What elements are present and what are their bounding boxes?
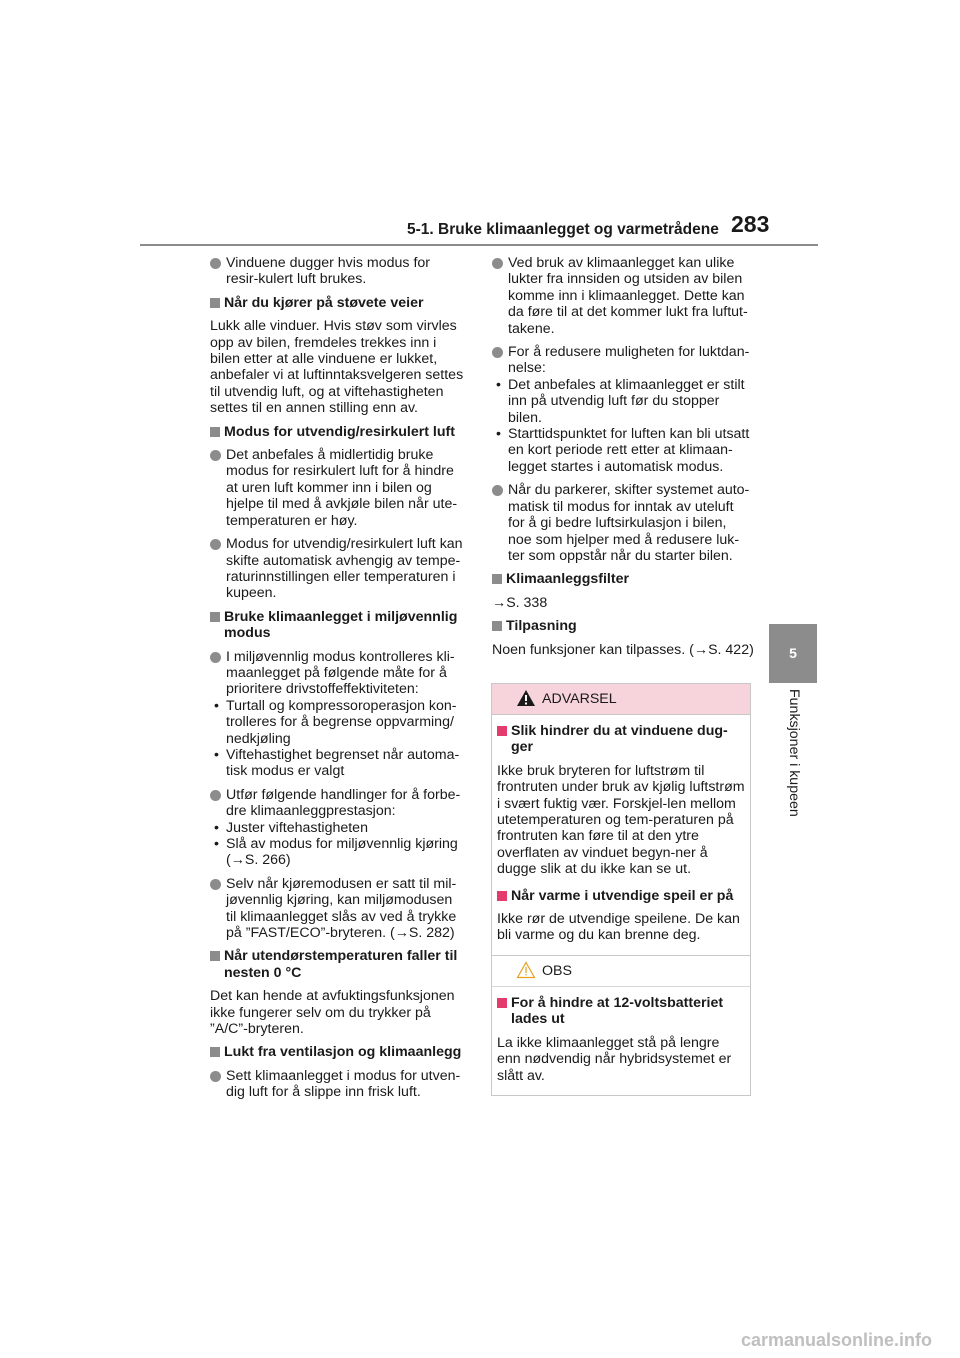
square-marker-icon [492, 574, 502, 584]
bullet-dot-icon [492, 347, 503, 358]
sub-item: • Slå av modus for miljøvennlig kjøring (→S. 266) [214, 836, 458, 869]
warning-body [492, 714, 750, 955]
subheading-text: Når du kjører på støvete veier [224, 294, 424, 311]
notice-header [492, 956, 750, 986]
chapter-label-text: Funksjoner i kupeen [786, 689, 802, 817]
paragraph: La ikke klimaanlegget stå på lengre enn nødvendig når hybridsystemet er slått av. [497, 1034, 732, 1084]
subheading [210, 609, 466, 642]
paragraph: Noen funksjoner kan tilpasses. (→S. 422) [492, 641, 754, 658]
square-marker-icon [497, 998, 507, 1008]
list-item [210, 1068, 466, 1101]
paragraph: Lukk alle vinduer. Hvis støv som virvles opp av bilen, fremdeles trekkes inn i bilen etter at alle vinduene er lukket, anbefaler vi at luftinntaksvelgeren settes til utvendig luft, og at viftehastigheten settes til en annen stilling enn av. [210, 318, 464, 417]
square-marker-icon [210, 427, 220, 437]
bullet-dot-icon [210, 790, 221, 801]
square-marker-icon [497, 726, 507, 736]
subheading-text: Bruke klimaanlegget i miljøvennlig modus [224, 608, 458, 642]
subheading-text: Tilpasning [506, 618, 577, 635]
page-number: 283 [731, 211, 770, 237]
subheading [492, 571, 754, 587]
subheading [497, 723, 746, 756]
subheading [210, 295, 466, 311]
subheading [492, 618, 754, 634]
subheading-text: Når utendørstemperaturen faller til nesten 0 °C [224, 948, 458, 981]
item-text: Modus for utvendig/resirkulert luft kan skifte automatisk avhengig av tempe-raturinnstillingen eller temperaturen i kupeen. [226, 536, 463, 602]
subheading-text: Slik hindrer du at vinduene dug-ger [511, 723, 728, 756]
subheading [210, 1044, 466, 1060]
notice-title: OBS [542, 963, 572, 979]
bullet-dot-icon [210, 652, 221, 663]
watermark-link[interactable]: carmanualsonline.info [740, 1329, 932, 1350]
item-text: Når du parkerer, skifter systemet auto-matisk til modus for inntak av uteluft for å gi bedre luftsirkulasjon i bilen, noe som hjelper med å redusere luk-ter som oppstår når du starter bilen. [508, 482, 750, 564]
warning-box [491, 683, 751, 956]
sub-item: • Juster viftehastigheten [214, 819, 368, 836]
list-item [210, 649, 466, 780]
page-reference: →S. 338 [492, 594, 548, 611]
notice-body [492, 986, 750, 1095]
bullet-dot-icon [210, 1071, 221, 1082]
square-marker-icon [210, 612, 220, 622]
item-text: Ved bruk av klimaanlegget kan ulike lukter fra innsiden og utsiden av bilen komme inn i klimaanlegget. Dette kan da føre til at det kommer lukt fra luftut-takene. [508, 255, 748, 337]
sub-item-text: Det anbefales at klimaanlegget er stilt inn på utvendig luft før du stopper bilen. [508, 376, 745, 426]
warning-triangle-icon [516, 689, 536, 707]
bullet-dot-icon [492, 258, 503, 269]
list-item [492, 482, 754, 564]
sub-item: • Turtall og kompressoroperasjon kon-trolleres for å begrense oppvarming/ nedkjøling [214, 697, 457, 747]
item-text: Det anbefales å midlertidig bruke modus for resirkulert luft for å hindre at uren luft kommer inn i bilen og hjelpe til med å avkjøle bilen når ute-temperaturen er høy. [226, 447, 458, 529]
warning-title: ADVARSEL [542, 691, 617, 707]
sub-item-text: Slå av modus for miljøvennlig kjøring (→S. 266) [226, 836, 458, 869]
sub-item-text: Viftehastighet begrenset når automa-tisk modus er valgt [226, 746, 460, 780]
item-text: Vinduene dugger hvis modus for resir-kulert luft brukes. [226, 255, 431, 288]
subheading [210, 948, 466, 981]
list-item [210, 447, 466, 529]
list-item [492, 255, 754, 337]
subheading [497, 888, 746, 904]
header-rule [140, 244, 818, 246]
sub-item: • Viftehastighet begrenset når automa-tisk modus er valgt [214, 746, 460, 780]
square-marker-icon [210, 951, 220, 961]
list-item [210, 255, 466, 288]
sub-item: • Det anbefales at klimaanlegget er stilt inn på utvendig luft før du stopper bilen. [496, 376, 745, 426]
square-marker-icon [210, 1047, 220, 1057]
sub-item-text: Turtall og kompressoroperasjon kon-trolleres for å begrense oppvarming/ nedkjøling [226, 697, 457, 747]
list-item [210, 787, 466, 869]
right-column [492, 255, 754, 665]
item-text: Sett klimaanlegget i modus for utven-dig luft for å slippe inn frisk luft. [226, 1067, 461, 1101]
sub-item-text: Juster viftehastigheten [226, 819, 368, 836]
item-text: Utfør følgende handlinger for å forbe-dre klimaanleggprestasjon: [226, 786, 461, 820]
bullet-dot-icon [210, 450, 221, 461]
subheading-text: Klimaanleggsfilter [506, 571, 629, 588]
warning-header [492, 684, 750, 714]
list-item [210, 876, 466, 942]
bullet-dot-icon [210, 879, 221, 890]
square-marker-icon [210, 298, 220, 308]
chapter-label [784, 689, 804, 849]
bullet-dot-icon [492, 485, 503, 496]
list-item [492, 344, 754, 475]
item-text: Selv når kjøremodusen er satt til mil-jøvennlig kjøring, kan miljømodusen til klimaanlegget slås av ved å trykke på ”FAST/ECO”-bryteren. (→S. 282) [226, 875, 457, 942]
sub-item-text: Starttidspunktet for luften kan bli utsatt en kort periode rett etter at klimaan-legget startes i automatisk modus. [508, 426, 750, 475]
paragraph: Ikke rør de utvendige speilene. De kan bli varme og du kan brenne deg. [497, 911, 740, 944]
subheading [210, 424, 466, 440]
chapter-tab: 5 [769, 624, 817, 683]
subheading-text: Lukt fra ventilasjon og klimaanlegg [224, 1044, 462, 1061]
subheading [497, 995, 746, 1028]
square-marker-icon [492, 621, 502, 631]
item-text: For å redusere muligheten for luktdan-nelse: [508, 344, 750, 377]
bullet-dot-icon [210, 258, 221, 269]
square-marker-icon [497, 891, 507, 901]
section-title: 5-1. Bruke klimaanlegget og varmetrådene [407, 221, 719, 238]
bullet-dot-icon [210, 539, 221, 550]
subheading-text: Modus for utvendig/resirkulert luft [224, 423, 455, 440]
notice-box [491, 955, 751, 1096]
paragraph: Det kan hende at avfuktingsfunksjonen ikke fungerer selv om du trykker på ”A/C”-bryteren. [210, 988, 455, 1038]
list-item [210, 536, 466, 602]
caution-triangle-icon [516, 961, 536, 979]
item-text: I miljøvennlig modus kontrolleres kli-maanlegget på følgende måte for å prioritere drivstoffeffektiviteten: [226, 648, 455, 698]
subheading-text: For å hindre at 12-voltsbatteriet lades ut [511, 995, 724, 1028]
paragraph: Ikke bruk bryteren for luftstrøm til frontruten under bruk av kjølig luftstrøm i svært fuktig vær. Forskjel-len mellom utetemperaturen og tem-peraturen på frontruten kan føre til at den ytre overflaten av vinduet begyn-ner å dugge slik at du ikke kan se ut. [497, 762, 745, 878]
sub-item: • Starttidspunktet for luften kan bli utsatt en kort periode rett etter at klimaan-legget startes i automatisk modus. [496, 426, 750, 475]
subheading-text: Når varme i utvendige speil er på [511, 887, 734, 904]
left-column [210, 255, 466, 1108]
